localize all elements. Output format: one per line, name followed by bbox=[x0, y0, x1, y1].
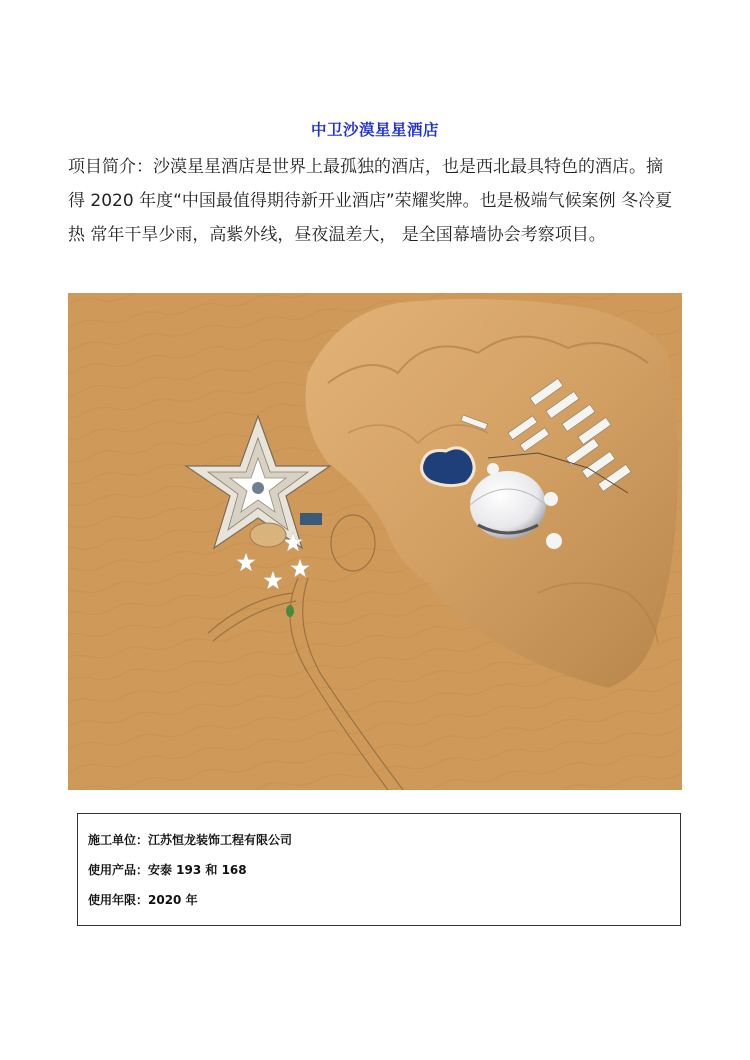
hotel-aerial-rendering bbox=[68, 293, 682, 790]
dome-restaurant bbox=[470, 471, 546, 539]
intro-line: 项目简介：沙漠星星酒店是世界上最孤独的酒店，也是西北最具特色的酒店。摘 bbox=[68, 157, 663, 177]
year-info: 使用年限：2020 年 bbox=[88, 893, 198, 907]
oasis-lake bbox=[422, 448, 475, 486]
contractor-info: 施工单位：江苏恒龙装饰工程有限公司 bbox=[88, 833, 293, 847]
intro-paragraph bbox=[68, 150, 688, 252]
aerial-image-art bbox=[68, 293, 682, 790]
intro-line: 热 常年干旱少雨，高紫外线，昼夜温差大， 是全国幕墙协会考察项目。 bbox=[68, 225, 606, 245]
intro-line: 得 2020 年度“中国最值得期待新开业酒店”荣耀奖牌。也是极端气候案例 冬冷夏 bbox=[68, 191, 673, 211]
document-title: 中卫沙漠星星酒店 bbox=[310, 121, 439, 139]
project-info-box bbox=[77, 813, 681, 926]
product-info: 使用产品：安泰 193 和 168 bbox=[88, 863, 247, 877]
